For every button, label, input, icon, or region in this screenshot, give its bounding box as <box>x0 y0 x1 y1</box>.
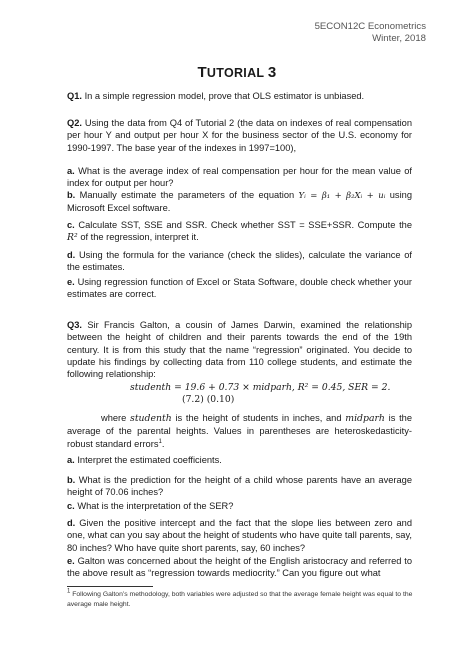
q2-d-text: Using the formula for the variance (check the slides), calculate the variance of the estimates. <box>67 250 412 273</box>
q3-e-text: Galton was concerned about the height of the English aristocracy and referred to the above result as “regression towards mediocrity.” Can you figure out what <box>67 556 412 579</box>
q3-c-label: c. <box>67 501 75 511</box>
q3-a-label: a. <box>67 455 75 465</box>
q2-e-label: e. <box>67 277 75 287</box>
equation-line: studenth = 19.6 + 0.73 × midparh, R² = 0.45, SER = 2. <box>130 382 391 393</box>
q2-c-label: c. <box>67 220 75 230</box>
question-3 <box>67 319 412 380</box>
q3-label: Q3. <box>67 320 82 330</box>
q2-c-text-2: of the regression, interpret it. <box>77 232 199 243</box>
q2-c-text-1: Calculate SST, SSE and SSR. Check whether SST = SSE+SSR. Compute the <box>74 220 412 230</box>
question-1 <box>67 90 412 102</box>
q2-c-r-squared: R² <box>67 232 78 244</box>
q2-part-e <box>67 276 412 301</box>
q2-a-text: What is the average index of real compensation per hour for the mean value of index for output per hour? <box>67 166 412 189</box>
q3-e-label: e. <box>67 556 75 566</box>
q3-var-studenth: studenth <box>130 413 172 424</box>
footnote-divider <box>67 586 153 587</box>
footnote <box>67 590 417 609</box>
title-first-letter: T <box>197 64 207 81</box>
q3-a-text: Interpret the estimated coefficients. <box>74 455 222 465</box>
q2-e-text: Using regression function of Excel or Stata Software, double check whether your estimates are correct. <box>67 277 412 300</box>
regression-equation <box>130 382 410 406</box>
q3-b-text: What is the prediction for the height of a child whose parents have an average height of 70.06 inches? <box>67 475 412 498</box>
q3-where-4: . <box>161 438 165 449</box>
q2-part-d <box>67 249 412 274</box>
q2-b-text-2: using Microsoft Excel software. <box>67 190 412 214</box>
course-name: 5ECON12C Econometrics <box>314 21 426 32</box>
q3-variable-definitions <box>67 412 412 450</box>
q3-where-3: is the average of the parental heights. Values in parentheses are heteroskedasticity-robust standard errors <box>67 413 412 449</box>
q2-part-b <box>67 189 412 215</box>
q2-text: Using the data from Q4 of Tutorial 2 (the data on indexes of real compensation per hour Y and output per hour X for the business sector of the U.S. economy for 1990-1997. The base year of the indexes in 1997=100), <box>67 118 412 153</box>
q2-b-text-1: Manually estimate the parameters of the equation <box>75 190 299 200</box>
q3-var-midparh: midparh <box>345 413 385 424</box>
q1-text: In a simple regression model, prove that OLS estimator is unbiased. <box>82 91 365 101</box>
q3-part-c <box>67 500 412 512</box>
q3-c-text: What is the interpretation of the SER? <box>74 501 234 511</box>
q3-text: Sir Francis Galton, a cousin of James Darwin, examined the relationship between the height of children and their parents towards the end of the 19th century. It is from this study that the name “regression” originated. You decide to update his findings by collecting data from 110 college students, and estimate the following relationship: <box>67 320 412 380</box>
q3-part-d <box>67 517 412 554</box>
footnote-reference: 1 <box>158 438 162 445</box>
q2-part-a <box>67 165 412 190</box>
q3-d-label: d. <box>67 518 76 528</box>
footnote-text: Following Galton’s methodology, both variables were adjusted so that the average female height was equal to the average male height. <box>67 591 413 608</box>
standard-errors-line: (7.2) (0.10) <box>182 394 235 405</box>
course-term: Winter, 2018 <box>372 33 426 44</box>
q2-b-label: b. <box>67 190 76 200</box>
course-header <box>315 21 426 45</box>
footnote-mark: 1 <box>67 588 71 595</box>
q3-part-a <box>67 454 412 466</box>
q2-label: Q2. <box>67 118 82 128</box>
q1-label: Q1. <box>67 91 82 101</box>
q3-part-b <box>67 474 412 499</box>
q2-d-label: d. <box>67 250 76 260</box>
title-rest: UTORIAL <box>206 66 265 80</box>
q2-b-equation: Yᵢ = β₁ + β₂Xᵢ + uᵢ <box>298 191 386 201</box>
q3-where-2: is the height of students in inches, and <box>171 413 346 423</box>
question-2 <box>67 117 412 154</box>
page-title <box>0 64 474 81</box>
title-number: 3 <box>267 64 277 81</box>
q3-part-e <box>67 555 412 580</box>
q3-where-1: where <box>101 413 131 423</box>
q3-b-label: b. <box>67 475 76 485</box>
q2-part-c <box>67 219 412 245</box>
q2-a-label: a. <box>67 166 75 176</box>
q3-d-text: Given the positive intercept and the fact that the slope lies between zero and one, what can you say about the height of students who have quite tall parents, say, 80 inches? Who have quite short parents, say, 60 inches? <box>67 518 412 553</box>
